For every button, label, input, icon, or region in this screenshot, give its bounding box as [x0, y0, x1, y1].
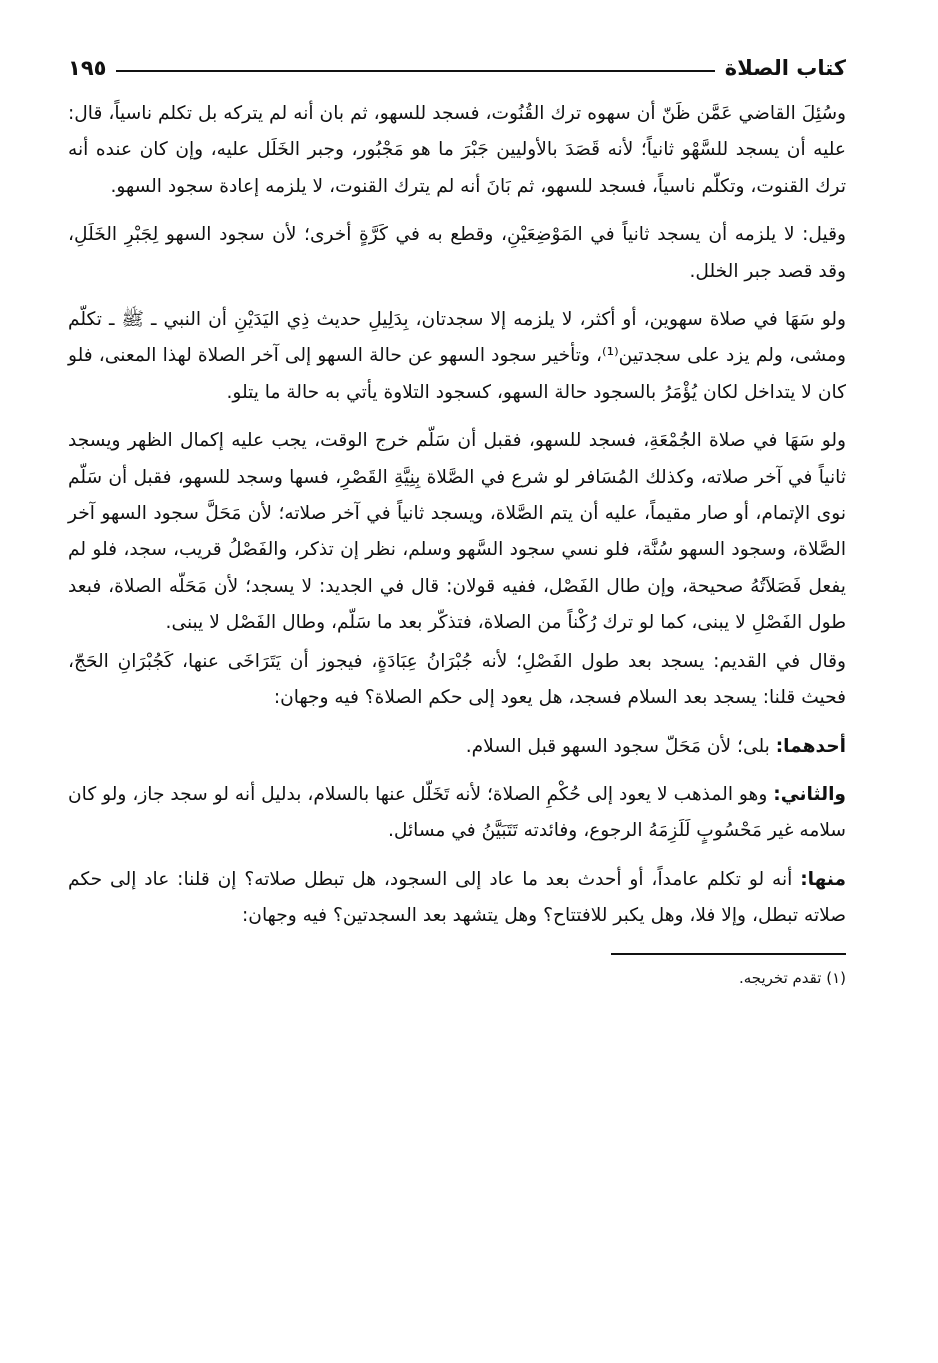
paragraph-text: أنه لو تكلم عامداً، أو أحدث بعد ما عاد إلى السجود، هل تبطل صلاته؟ إن قلنا: عاد إلى حكم صلاته تبطل، وإلا فلا، وهل يكبر للافتتاح؟ وهل يتشهد بعد السجدتين؟ فيه وجهان: — [68, 868, 846, 927]
paragraph-8 — [68, 862, 846, 935]
paragraph-6 — [68, 729, 846, 765]
paragraph-text: ولو سَهَا في صلاة سهوين، أو أكثر، لا يلزمه إلا سجدتان، بِدَلِيلِ حديث ذِي اليَدَيْنِ أن النبي ـ ﷺ ـ تكلّم ومشى، ولم يزد على سجدتين⁽¹⁾، وتأخير سجود السهو عن حالة السهو إلى آخر الصلاة لهذا المعنى، فلو كان لا يتداخل لكان يُؤْمَرُ بالسجود حالة السهو، كسجود التلاوة يأتي به حالة ما يتلو. — [68, 309, 847, 403]
footnote: (١) تقدم تخريجه. — [738, 968, 846, 987]
paragraph-text: وهو المذهب لا يعود إلى حُكْمِ الصلاة؛ لأنه تَخَلّل عنها بالسلام، بدليل أنه لو سجد جاز، ولو كان سلامه غير مَحْسُوبٍ لَلَزِمَهُ الرجوع، وفائدته تَتَبَيَّنُ في مسائل. — [68, 783, 846, 842]
header-rule — [116, 70, 714, 72]
page-number: ١٩٥ — [68, 56, 107, 80]
paragraph-5 — [68, 644, 846, 717]
paragraph-lead: والثاني: — [773, 783, 846, 805]
paragraph-7 — [68, 777, 846, 850]
paragraph-text: بلى؛ لأن مَحَلّ سجود السهو قبل السلام. — [465, 735, 776, 757]
book-page — [68, 48, 846, 991]
body-text — [68, 96, 846, 935]
paragraph-text: وقيل: لا يلزمه أن يسجد ثانياً في المَوْضِعَيْنِ، وقطع به في كَرَّةٍ أخرى؛ لأن سجود السهو لِجَبْرِ الخَلَلِ، وقد قصد جبر الخلل. — [68, 224, 846, 282]
paragraph-lead: منها: — [800, 868, 846, 890]
paragraph-2 — [68, 217, 846, 290]
chapter-title: كتاب الصلاة — [724, 56, 846, 80]
paragraph-text: ولو سَهَا في صلاة الجُمْعَةِ، فسجد للسهو، فقبل أن سَلّم خرج الوقت، يجب عليه إكمال الظهر ويسجد ثانياً في آخر صلاته، وكذلك المُسَافر لو شرع في الصَّلاة بِنِيَّةِ القَصْرِ، فسها وسجد للسهو، فقبل أن سَلّم نوى الإتمام، أو صار مقيماً، عليه أن يتم الصَّلاة، ويسجد ثانياً في آخر صلاته؛ لأن مَحَلَّ سجود السهو آخر الصَّلاة، وسجود السهو سُنَّة، فلو نسي سجود السَّهو وسلم، نظر إن تذكر، والفَصْلُ قريب، سجد، فلو لم يفعل فَصَلاَتُهُ صحيحة، وإن طال الفَصْل، ففيه قولان: قال في الجديد: لا يسجد؛ لأن مَحَلّه الصلاة، فبعد طول الفَصْلِ لا يبنى، كما لو ترك رُكْناً من الصلاة، فتذكّر بعد ما سَلّم، وطال الفَصْل لا يبنى. — [68, 430, 846, 634]
footnote-divider — [611, 953, 846, 955]
paragraph-text: وقال في القديم: يسجد بعد طول الفَصْلِ؛ لأنه جُبْرَانُ عِبَادَةٍ، فيجوز أن يَتَرَاخَى عنها، كَجُبْرَانِ الحَجّ، فحيث قلنا: يسجد بعد السلام فسجد، هل يعود إلى حكم الصلاة؟ فيه وجهان: — [68, 650, 846, 709]
running-header — [68, 48, 846, 88]
paragraph-lead: أحدهما: — [775, 735, 846, 757]
paragraph-1 — [68, 96, 846, 205]
paragraph-3 — [68, 302, 846, 411]
paragraph-4 — [68, 423, 846, 641]
paragraph-text: وسُئِلَ القاضي عَمَّن ظَنّ أن سهوه ترك القُنُوت، فسجد للسهو، ثم بان أنه لم يتركه بل تكلم ناسياً، قال: عليه أن يسجد للسَّهْو ثانياً؛ لأنه قَصَدَ بالأوليين جَبْرَ ما هو مَجْبُور، وجبر الخَلَل عليه، وإن كان عنده أنه ترك القنوت، وتكلّم ناسياً، فسجد للسهو، ثم بَانَ أنه لم يترك القنوت، لا يلزمه إعادة سجود السهو. — [68, 103, 846, 197]
